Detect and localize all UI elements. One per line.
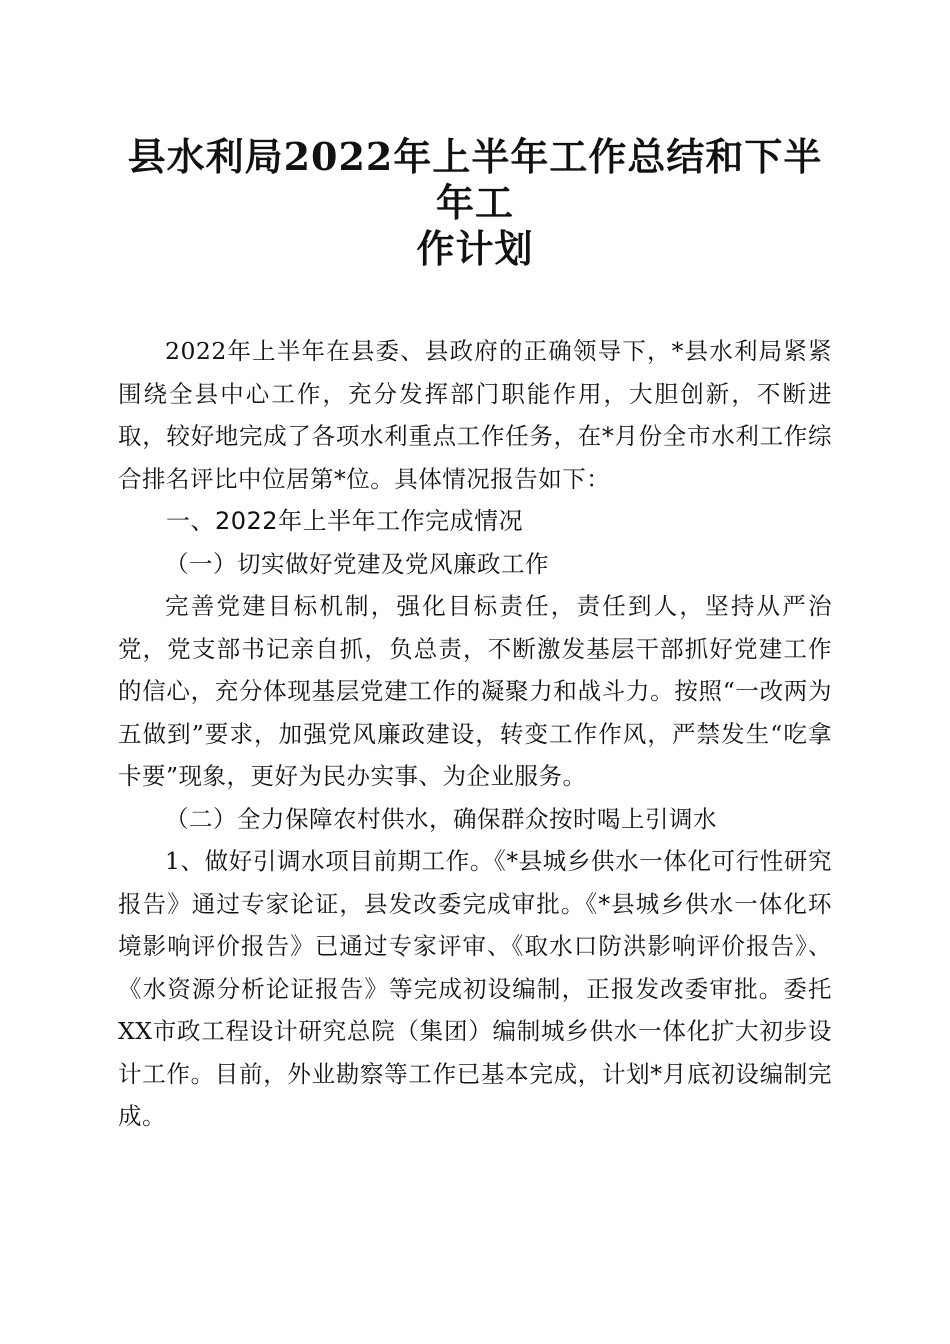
document-title [118,0,832,272]
subsection-heading-2: （二）全力保障农村供水，确保群众按时喝上引调水 [165,804,717,833]
subsection-heading-1: （一）切实做好党建及党风廉政工作 [165,549,549,578]
party-building-paragraph: 完善党建目标机制，强化目标责任，责任到人，坚持从严治党，党支部书记亲自抓，负总责，不断激发基层干部抓好党建工作的信心，充分体现基层党建工作的凝聚力和战斗力。按照“一改两为五做到”要求，加强党风廉政建设，转变工作作风，严禁发生“吃拿卡要”现象，更好为民办实事、为企业服务。 [118,592,832,790]
section-heading-1: 一、2022年上半年工作完成情况 [166,507,524,535]
document-body [118,330,832,1138]
intro-paragraph: 2022年上半年在县委、县政府的正确领导下，*县水利局紧紧围绕全县中心工作，充分发挥部门职能作用，大胆创新，不断进取，较好地完成了各项水利重点工作任务，在*月份全市水利工作综合排名评比中位居第*位。具体情况报告如下： [118,337,832,493]
title-line-1: 县水利局2022年上半年工作总结和下半年工 [127,134,823,225]
title-line-2: 作计划 [416,226,534,271]
water-project-paragraph: 1、做好引调水项目前期工作。《*县城乡供水一体化可行性研究报告》通过专家论证，县发改委完成审批。《*县城乡供水一体化环境影响评价报告》已通过专家评审、《取水口防洪影响评价报告》、《水资源分析论证报告》等完成初设编制，正报发改委审批。委托XX市政工程设计研究总院（集团）编制城乡供水一体化扩大初步设计工作。目前，外业勘察等工作已基本完成，计划*月底初设编制完成。 [118,847,832,1130]
